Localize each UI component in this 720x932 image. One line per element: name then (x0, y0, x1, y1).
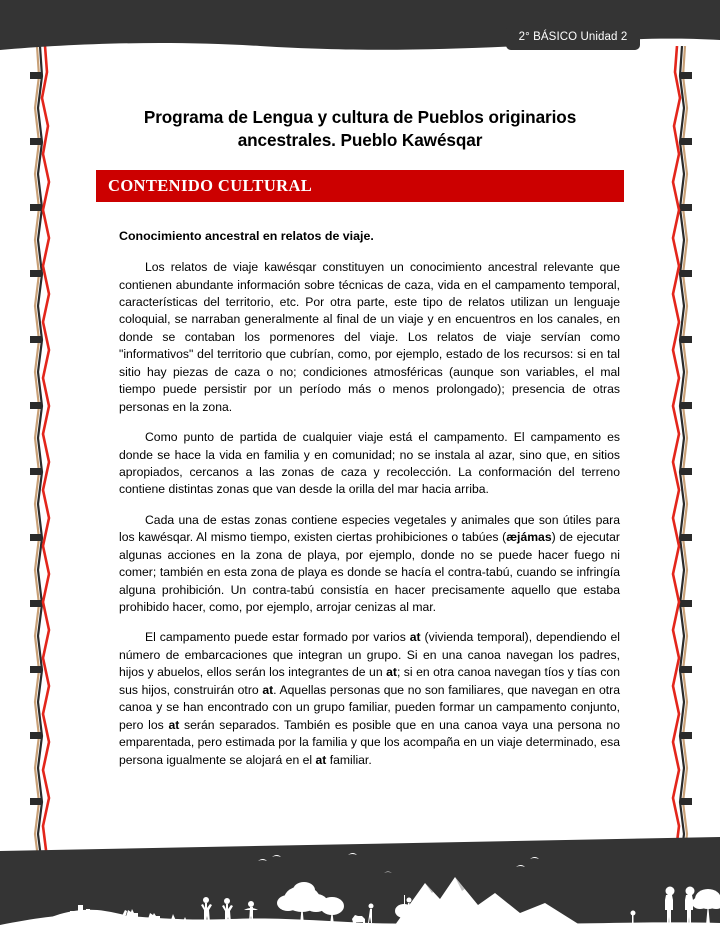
paragraph-4-part-1: El campamento puede estar formado por varios (145, 630, 410, 645)
paragraph-4-part-2: (vivienda temporal), dependiendo el número de embarcaciones que integran un grupo. Si en una canoa navegan los padres, hijos y abuelos, ellos serán los integrantes de un (119, 630, 620, 680)
term-at-5: at (315, 752, 327, 767)
term-at-3: at (262, 682, 274, 697)
paragraph-4-part-4: . Aquellas personas que no son familiares, que navegan en otra canoa y se han encontrado con un grupo familiar, pueden formar un campamento conjunto, pero los (119, 682, 620, 732)
lead-heading: Conocimiento ancestral en relatos de viaje. (119, 229, 374, 244)
page-title: Programa de Lengua y cultura de Pueblos originarios ancestrales. Pueblo Kawésqar (143, 107, 577, 150)
unit-badge-wrap (506, 26, 640, 50)
unit-badge: 2° BÁSICO Unidad 2 (506, 26, 640, 50)
decor-border-right (658, 46, 704, 858)
paragraph-2: Como punto de partida de cualquier viaje está el campamento. El campamento es donde se hace la vida en familia y en comunidad; no se instala al azar, sino que, en sitios apropiados, cercanos a las zonas de caza y recolección. La conformación del terreno contiene distintas zonas que van desde la orilla del mar hacia arriba. (119, 430, 620, 497)
paragraph-1: Los relatos de viaje kawésqar constituyen un conocimiento ancestral relevante que contienen abundante información sobre técnicas de caza, vida en el campamento temporal, características del territorio, etc. Por otra parte, este tipo de relatos utilizan un lenguaje coloquial, se narraban generalmente al final de un viaje y en encuentros en los canales, en donde se contaban los pormenores del viaje. Los relatos de viaje servían como "informativos" del territorio que cubrían, como, por ejemplo, estado de los recursos: si en tal sitio hay piezas de caza o no; condiciones atmosféricas (aunque son variables, el mal tiempo puede persistir por un período más o menos prolongado); presencia de otras personas en la zona. (119, 260, 620, 414)
paragraph-4-part-3: ; si en otra canoa navegan tíos y tías con sus hijos, construirán otro (119, 665, 620, 697)
term-at-1: at (409, 630, 421, 645)
paragraph-4-part-6: familiar. (326, 752, 372, 767)
paragraph-4 (119, 629, 620, 769)
paragraph-4-part-5: serán separados. También es posible que en una canoa vaya una persona no emparentada, pero estimada por la familia y que los acompaña en un viaje determinado, esa persona igualmente se alojará en el (119, 717, 620, 767)
paragraph-3-part-1: Cada una de estas zonas contiene especies vegetales y animales que son útiles para los kawésqar. Al mismo tiempo, existen ciertas prohibiciones o tabúes ( (119, 512, 620, 545)
body-copy (96, 228, 624, 769)
term-at-2: at (386, 665, 397, 680)
section-banner-label: CONTENIDO CULTURAL (108, 176, 313, 196)
term-aejamas: æjámas (506, 530, 552, 545)
paragraph-3-part-2: ) de ejecutar algunas acciones en la zona de playa, por ejemplo, donde no se puede hacer fuego ni comer; también en esta zona de playa es donde se hacía el contra-tabú, cuando se infringía alguna prohibición. Un contra-tabú consistía en hacer precisamente aquello que estaba prohibido hacer, como, por ejemplo, arrojar cenizas al mar. (119, 530, 620, 615)
section-banner (96, 169, 624, 202)
term-at-4: at (168, 717, 180, 732)
footer-illustration (0, 837, 720, 932)
paragraph-3 (119, 512, 620, 617)
decor-border-left (18, 46, 64, 858)
content-column (96, 0, 624, 769)
